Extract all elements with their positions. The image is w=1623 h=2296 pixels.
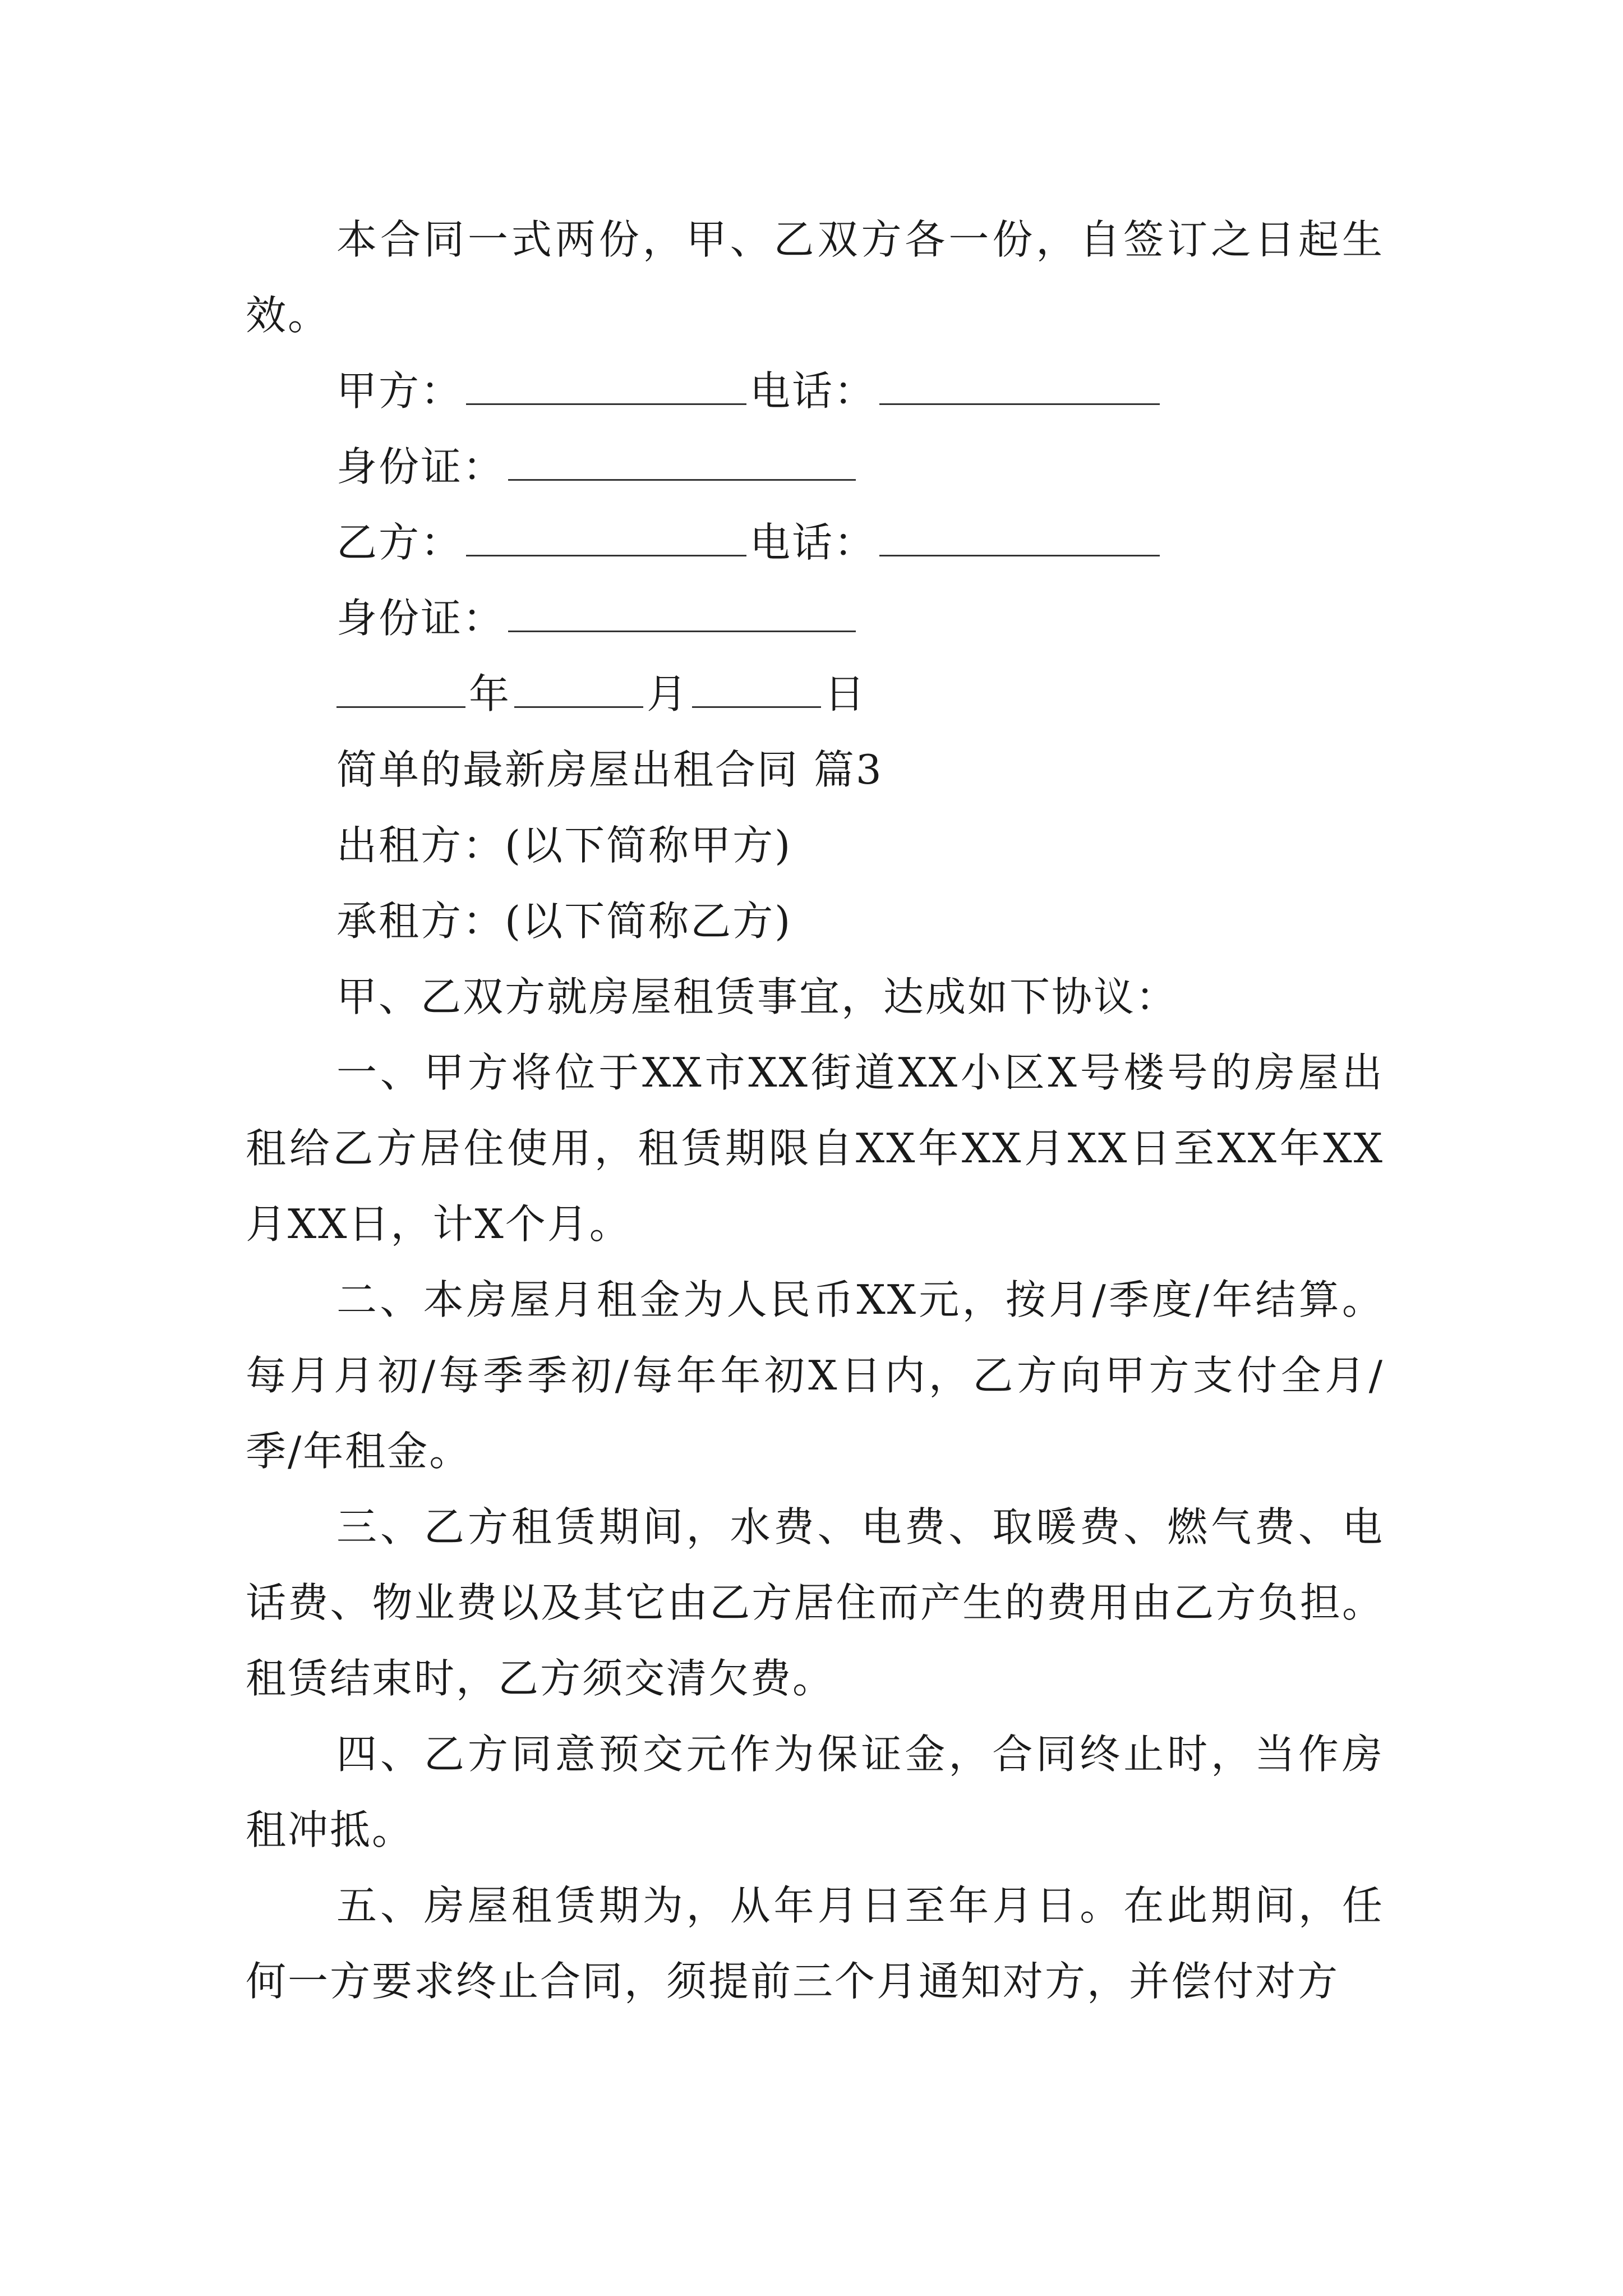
party-a-id-field[interactable] bbox=[508, 434, 856, 481]
clause-4: 四、乙方同意预交元作为保证金，合同终止时，当作房租冲抵。 bbox=[246, 1731, 1384, 1853]
closing-paragraph: 本合同一式两份，甲、乙双方各一份，自签订之日起生效。 bbox=[246, 216, 1384, 339]
month-field[interactable] bbox=[514, 661, 643, 708]
year-label: 年 bbox=[469, 670, 511, 717]
party-a-name-field[interactable] bbox=[466, 358, 746, 405]
party-b-phone-label: 电话： bbox=[750, 519, 877, 566]
party-a-id-line bbox=[246, 429, 1384, 505]
party-b-phone-field[interactable] bbox=[879, 510, 1160, 556]
date-line bbox=[246, 656, 1384, 732]
clause-5: 五、房屋租赁期为，从年月日至年月日。在此期间，任何一方要求终止合同，须提前三个月通知对方，并偿付对方 bbox=[246, 1882, 1384, 2005]
lessor-line: 出租方：(以下简称甲方) bbox=[336, 822, 792, 869]
party-b-id-field[interactable] bbox=[508, 586, 856, 632]
clause-2: 二、本房屋月租金为人民币XX元，按月/季度/年结算。每月月初/每季季初/每年年初X日内，乙方向甲方支付全月/季/年租金。 bbox=[246, 1276, 1384, 1475]
party-a-line bbox=[246, 353, 1384, 429]
month-label: 月 bbox=[647, 670, 689, 717]
party-b-label: 乙方： bbox=[336, 519, 463, 566]
party-a-phone-field[interactable] bbox=[879, 358, 1160, 405]
party-b-line bbox=[246, 505, 1384, 581]
clause-1: 一、甲方将位于XX市XX街道XX小区X号楼号的房屋出租给乙方居住使用，租赁期限自XX年XX月XX日至XX年XX月XX日，计X个月。 bbox=[246, 1049, 1384, 1248]
party-b-name-field[interactable] bbox=[466, 510, 746, 556]
lessee-line: 承租方：(以下简称乙方) bbox=[336, 898, 792, 945]
intro-paragraph: 甲、乙双方就房屋租赁事宜，达成如下协议： bbox=[336, 973, 1178, 1020]
document-body bbox=[246, 202, 1384, 2019]
year-field[interactable] bbox=[336, 661, 465, 708]
party-a-label: 甲方： bbox=[336, 367, 463, 415]
day-field[interactable] bbox=[692, 661, 821, 708]
party-b-id-label: 身份证： bbox=[336, 595, 505, 642]
day-label: 日 bbox=[824, 670, 867, 717]
party-a-id-label: 身份证： bbox=[336, 443, 505, 490]
clause-3: 三、乙方租赁期间，水费、电费、取暖费、燃气费、电话费、物业费以及其它由乙方居住而产生的费用由乙方负担。租赁结束时，乙方须交清欠费。 bbox=[246, 1503, 1384, 1702]
section-title: 简单的最新房屋出租合同 篇3 bbox=[336, 746, 883, 793]
party-b-id-line bbox=[246, 581, 1384, 656]
party-a-phone-label: 电话： bbox=[750, 367, 877, 415]
